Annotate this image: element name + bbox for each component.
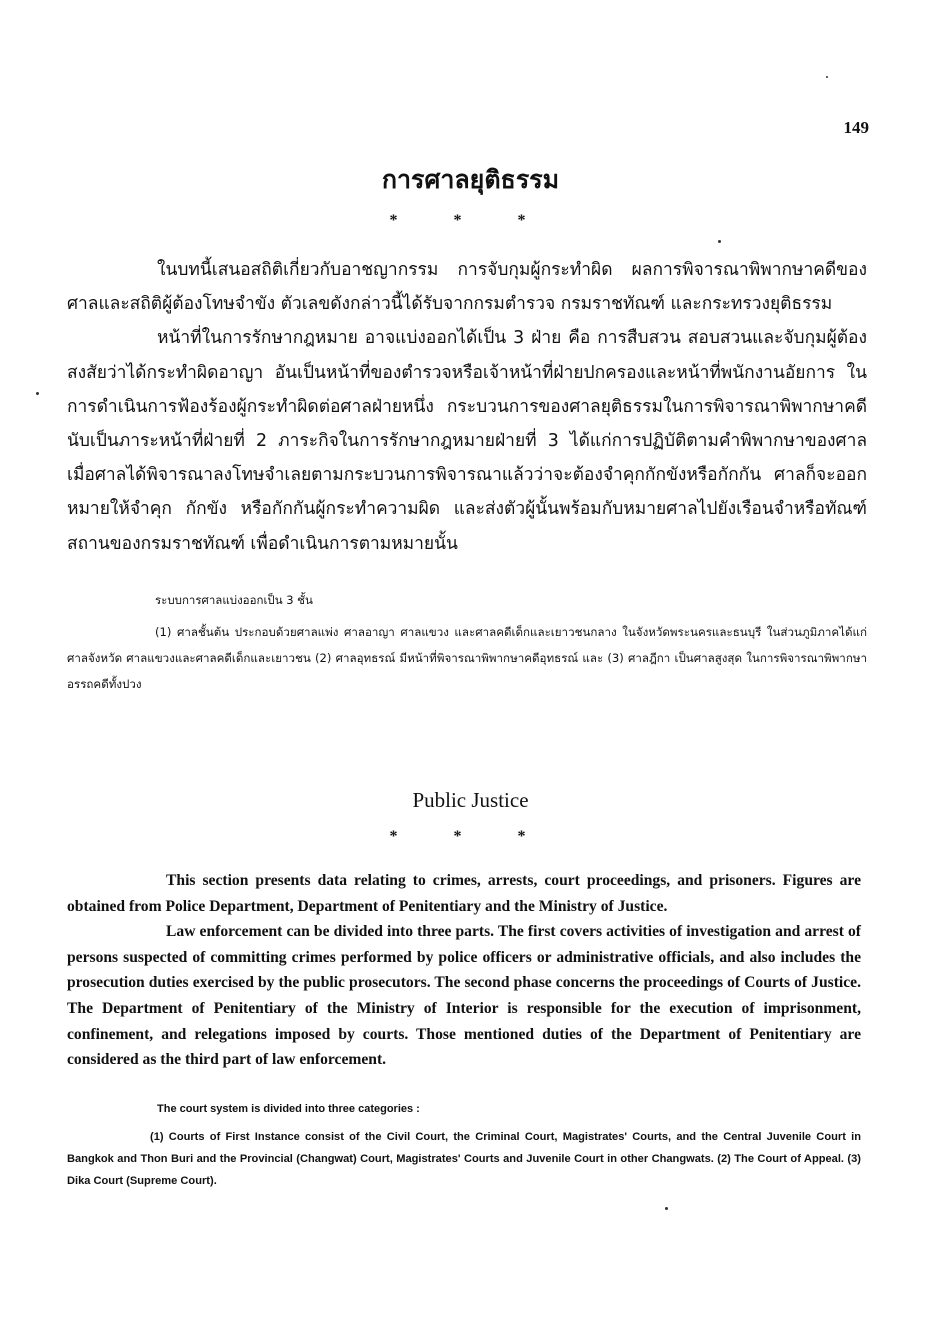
thai-section-divider: * * * (389, 212, 552, 229)
thai-paragraph-1: ในบทนี้เสนอสถิติเกี่ยวกับอาชญากรรม การจับกุมผู้กระทำผิด ผลการพิจารณาพิพากษาคดีของศาลและสถิติผู้ต้องโทษจำขัง ตัวเลขดังกล่าวนี้ได้รับจากกรมตำรวจ กรมราชทัณฑ์ และกระทรวงยุติธรรม (67, 260, 867, 315)
scan-speck (718, 240, 721, 243)
thai-paragraph-2: หน้าที่ในการรักษากฎหมาย อาจแบ่งออกได้เป็น 3 ฝ่าย คือ การสืบสวน สอบสวนและจับกุมผู้ต้องสงสัยว่าได้กระทำผิดอาญา อันเป็นหน้าที่ของตำรวจหรือเจ้าหน้าที่ฝ่ายปกครองและหน้าที่พนักงานอัยการ ในการดำเนินการฟ้องร้องผู้กระทำผิดต่อศาลฝ่ายหนึ่ง กระบวนการของศาลยุติธรรมในการพิจารณาพิพากษาคดีนับเป็นภาระหน้าที่ฝ่ายที่ 2 ภาระกิจในการรักษากฎหมายฝ่ายที่ 3 ได้แก่การปฏิบัติตามคำพิพากษาของศาล เมื่อศาลได้พิจารณาลงโทษจำเลยตามกระบวนการพิจารณาแล้วว่าจะต้องจำคุกกักขังหรือกักกัน ศาลก็จะออกหมายให้จำคุก กักขัง หรือกักกันผู้กระทำความผิด และส่งตัวผู้นั้นพร้อมกับหมายศาลไปยังเรือนจำหรือทัณฑ์สถานของกรมราชทัณฑ์ เพื่อดำเนินการตามหมายนั้น (67, 328, 867, 554)
english-body (67, 868, 861, 1073)
thai-section-title: การศาลยุติธรรม (381, 165, 560, 194)
english-court-system-heading: The court system is divided into three categories : (157, 1103, 420, 1115)
english-paragraph-1: This section presents data relating to crimes, arrests, court proceedings, and prisoners. Figures are obtained from Police Department, Department of Penitentiary and the Ministry of Justice. (67, 872, 861, 915)
thai-court-system-heading: ระบบการศาลแบ่งออกเป็น 3 ชั้น (155, 593, 313, 607)
scan-speck (665, 1207, 668, 1210)
english-paragraph-2: Law enforcement can be divided into three parts. The first covers activities of investigation and arrest of persons suspected of committing crimes performed by police officers or administrative officials, and also includes the prosecution duties exercised by the public prosecutors. The second phase concerns the proceedings of Courts of Justice. The Department of Penitentiary of the Ministry of Interior is responsible for the execution of imprisonment, confinement, and relegations imposed by courts. Those mentioned duties of the Department of Penitentiary are considered as the third part of law enforcement. (67, 923, 861, 1069)
thai-body (67, 253, 867, 561)
english-section-divider: * * * (389, 828, 552, 845)
english-section-title: Public Justice (412, 788, 529, 812)
scan-speck (826, 76, 828, 78)
thai-court-system-text: (1) ศาลชั้นต้น ประกอบด้วยศาลแพ่ง ศาลอาญา ศาลแขวง และศาลคดีเด็กและเยาวชนกลาง ในจังหวัดพระนครและธนบุรี ในส่วนภูมิภาคได้แก่ศาลจังหวัด ศาลแขวงและศาลคดีเด็กและเยาวชน (2) ศาลอุทธรณ์ มีหน้าที่พิจารณาพิพากษาคดีอุทธรณ์ และ (3) ศาลฎีกา เป็นศาลสูงสุด ในการพิจารณาพิพากษาอรรถคดีทั้งปวง (67, 625, 867, 691)
page-number: 149 (843, 118, 869, 137)
scan-speck (36, 392, 39, 395)
english-court-system-text: (1) Courts of First Instance consist of the Civil Court, the Criminal Court, Magistrates' Courts, and the Central Juvenile Court in Bangkok and Thon Buri and the Provincial (Changwat) Court, Magistrates' Courts and Juvenile Court in other Changwats. (2) The Court of Appeal. (3) Dika Court (Supreme Court). (67, 1131, 861, 1187)
